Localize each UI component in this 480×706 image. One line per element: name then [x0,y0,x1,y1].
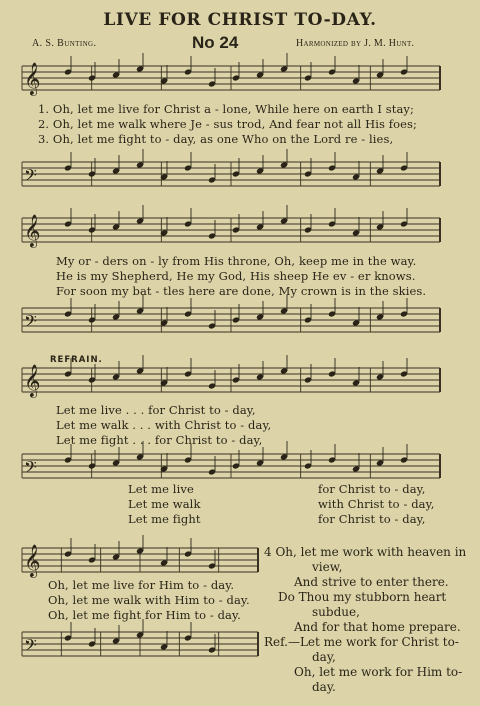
svg-text:𝄞: 𝄞 [24,62,41,95]
harmonizer-credit: Harmonized by J. M. Hunt. [296,38,415,49]
lyric-line: 1. Oh, let me live for Christ a - lone, While here on earth I stay; [38,102,414,116]
svg-text:𝄞: 𝄞 [24,214,41,247]
lyric-line: 3. Oh, let me fight to - day, as one Who on the Lord re - lies, [38,132,394,146]
verse-line: 4 Oh, let me work with heaven in [264,545,467,559]
verse-line: subdue, [312,605,360,619]
verse-line: And for that home prepare. [294,620,461,634]
verse-line: day, [312,650,336,664]
staff-bass-3 [0,452,480,482]
verse-line: day. [312,680,336,694]
svg-text:𝄢: 𝄢 [24,165,37,189]
lyric-line: My or - ders on - ly from His throne, Oh, keep me in the way. [56,254,417,268]
lyric-line: for Christ to - day, [318,512,426,526]
svg-text:𝄢: 𝄢 [24,457,37,481]
author-credit: A. S. Bunting. [32,38,97,49]
lyric-line: For soon my bat - tles here are done, My crown is in the skies. [56,284,427,298]
svg-text:𝄢: 𝄢 [24,311,37,335]
staff-treble-1 [0,64,480,94]
svg-text:𝄞: 𝄞 [24,364,41,397]
lyric-line: Oh, let me live for Him to - day. [48,578,235,592]
verse-line: And strive to enter there. [294,575,449,589]
verse-line: Do Thou my stubborn heart [278,590,447,604]
lyric-line: He is my Shepherd, He my God, His sheep He ev - er knows. [56,269,416,283]
staff-bass-1 [0,160,480,190]
lyric-line: Let me live . . . for Christ to - day, [56,403,256,417]
lyric-line: Oh, let me fight for Him to - day. [48,608,241,622]
lyric-line: Let me fight [128,512,201,526]
lyric-line: with Christ to - day, [318,497,435,511]
lyric-line: for Christ to - day, [318,482,426,496]
hymn-number: No 24 [192,33,239,52]
lyric-line: 2. Oh, let me walk where Je - sus trod, And fear not all His foes; [38,117,418,131]
refrain-label: REFRAIN. [50,355,103,365]
svg-text:𝄞: 𝄞 [24,544,41,577]
verse-line: Oh, let me work for Him to- [294,665,463,679]
staff-bass-2 [0,306,480,336]
lyric-line: Let me walk . . . with Christ to - day, [56,418,272,432]
lyric-line: Let me live [128,482,194,496]
verse-line: Ref.—Let me work for Christ to- [264,635,459,649]
lyric-line: Let me fight . . . for Christ to - day, [56,433,263,447]
svg-text:𝄢: 𝄢 [24,635,37,659]
lyric-line: Let me walk [128,497,201,511]
hymn-title: LIVE FOR CHRIST TO-DAY. [103,10,377,30]
staff-treble-3 [0,366,480,396]
verse-four [264,545,474,695]
verse-line: view, [312,560,343,574]
lyric-line: Oh, let me walk with Him to - day. [48,593,250,607]
staff-treble-2 [0,216,480,246]
